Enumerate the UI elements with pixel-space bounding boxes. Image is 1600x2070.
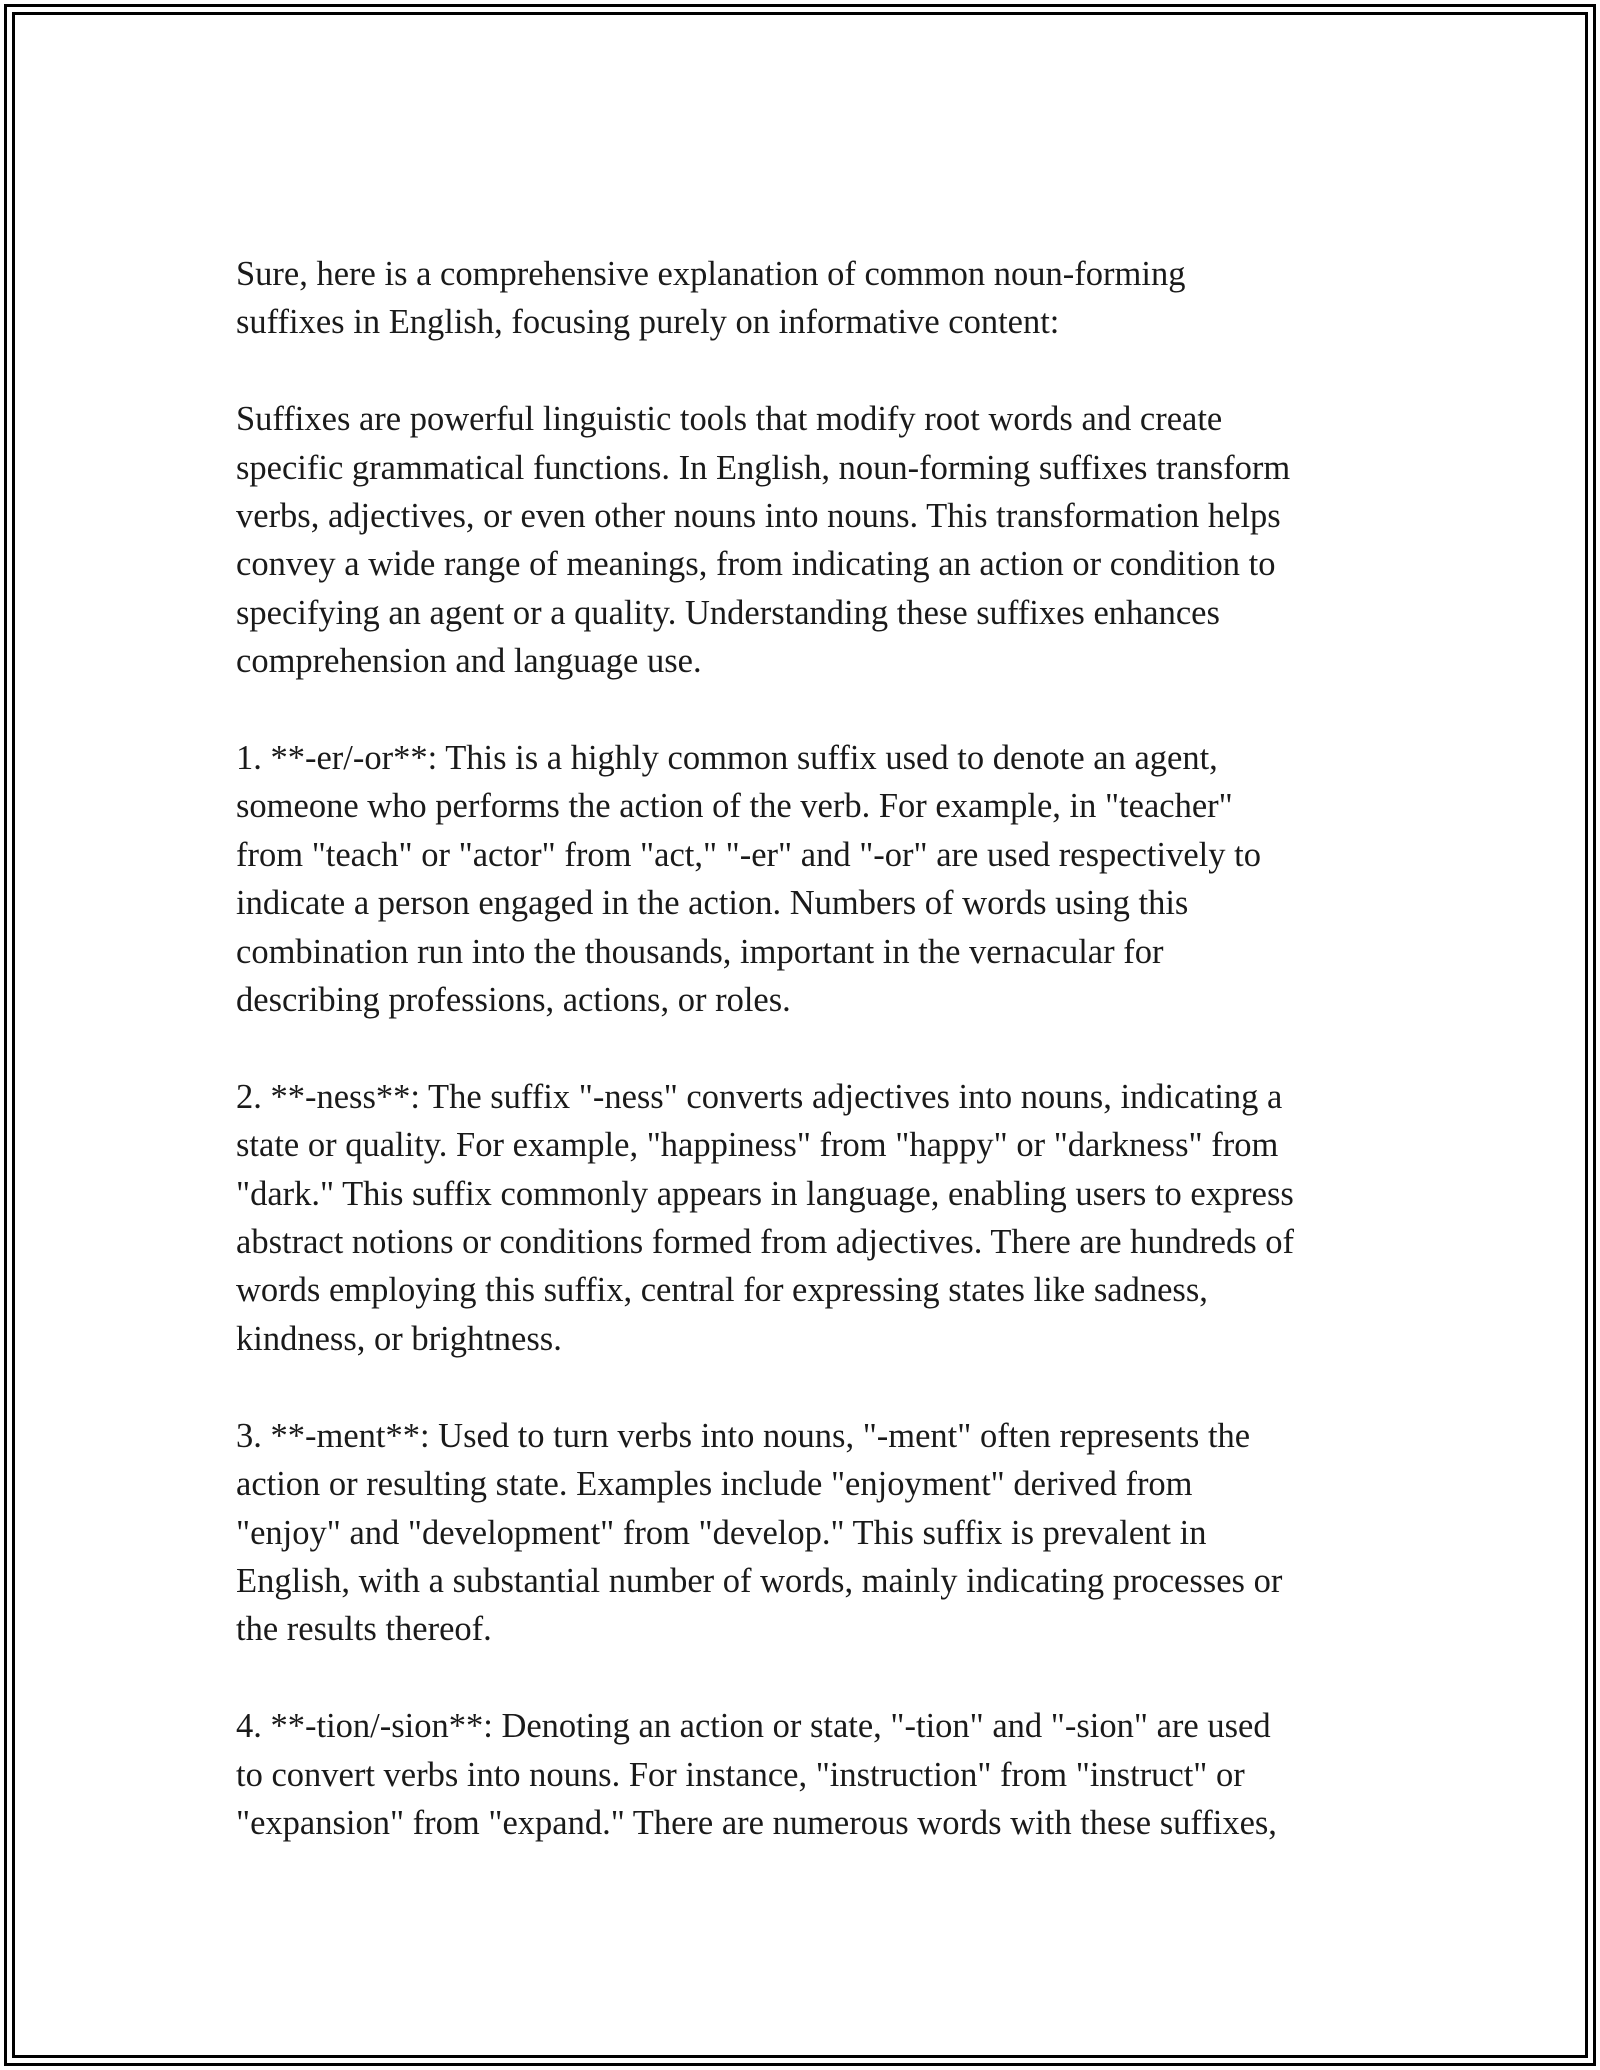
suffix-er-or-paragraph: 1. **-er/-or**: This is a highly common suffix used to denote an agent, someone who performs the action of the verb. For example, in "teacher" from "teach" or "actor" from "act," "-er" and "-or" are used respectively to indicate a person engaged in the action. Numbers of words using this combination run into the thousands, important in the vernacular for describing professions, actions, or roles. — [236, 739, 1261, 1020]
suffix-ment-paragraph: 3. **-ment**: Used to turn verbs into nouns, "-ment" often represents the action or resulting state. Examples include "enjoyment" derived from "enjoy" and "development" from "develop." This suffix is prevalent in English, with a substantial number of words, mainly indicating processes or the results thereof. — [236, 1416, 1283, 1649]
suffix-ness-paragraph: 2. **-ness**: The suffix "-ness" converts adjectives into nouns, indicating a state or quality. For example, "happiness" from "happy" or "darkness" from "dark." This suffix commonly appears in language, enabling users to express abstract notions or conditions formed from adjectives. There are hundreds of words employing this suffix, central for expressing states like sadness, kindness, or brightness. — [236, 1077, 1294, 1358]
suffix-tion-sion-paragraph: 4. **-tion/-sion**: Denoting an action or state, "-tion" and "-sion" are used to convert verbs into nouns. For instance, "instruction" from "instruct" or "expansion" from "expand." There are numerous words with these suffixes, — [236, 1707, 1277, 1842]
document-body — [236, 250, 1376, 1896]
intro-paragraph: Sure, here is a comprehensive explanation of common noun-forming suffixes in English, focusing purely on informative content: — [236, 255, 1186, 342]
overview-paragraph: Suffixes are powerful linguistic tools that modify root words and create specific grammatical functions. In English, noun-forming suffixes transform verbs, adjectives, or even other nouns into nouns. This transformation helps convey a wide range of meanings, from indicating an action or condition to specifying an agent or a quality. Understanding these suffixes enhances comprehension and language use. — [236, 400, 1291, 681]
